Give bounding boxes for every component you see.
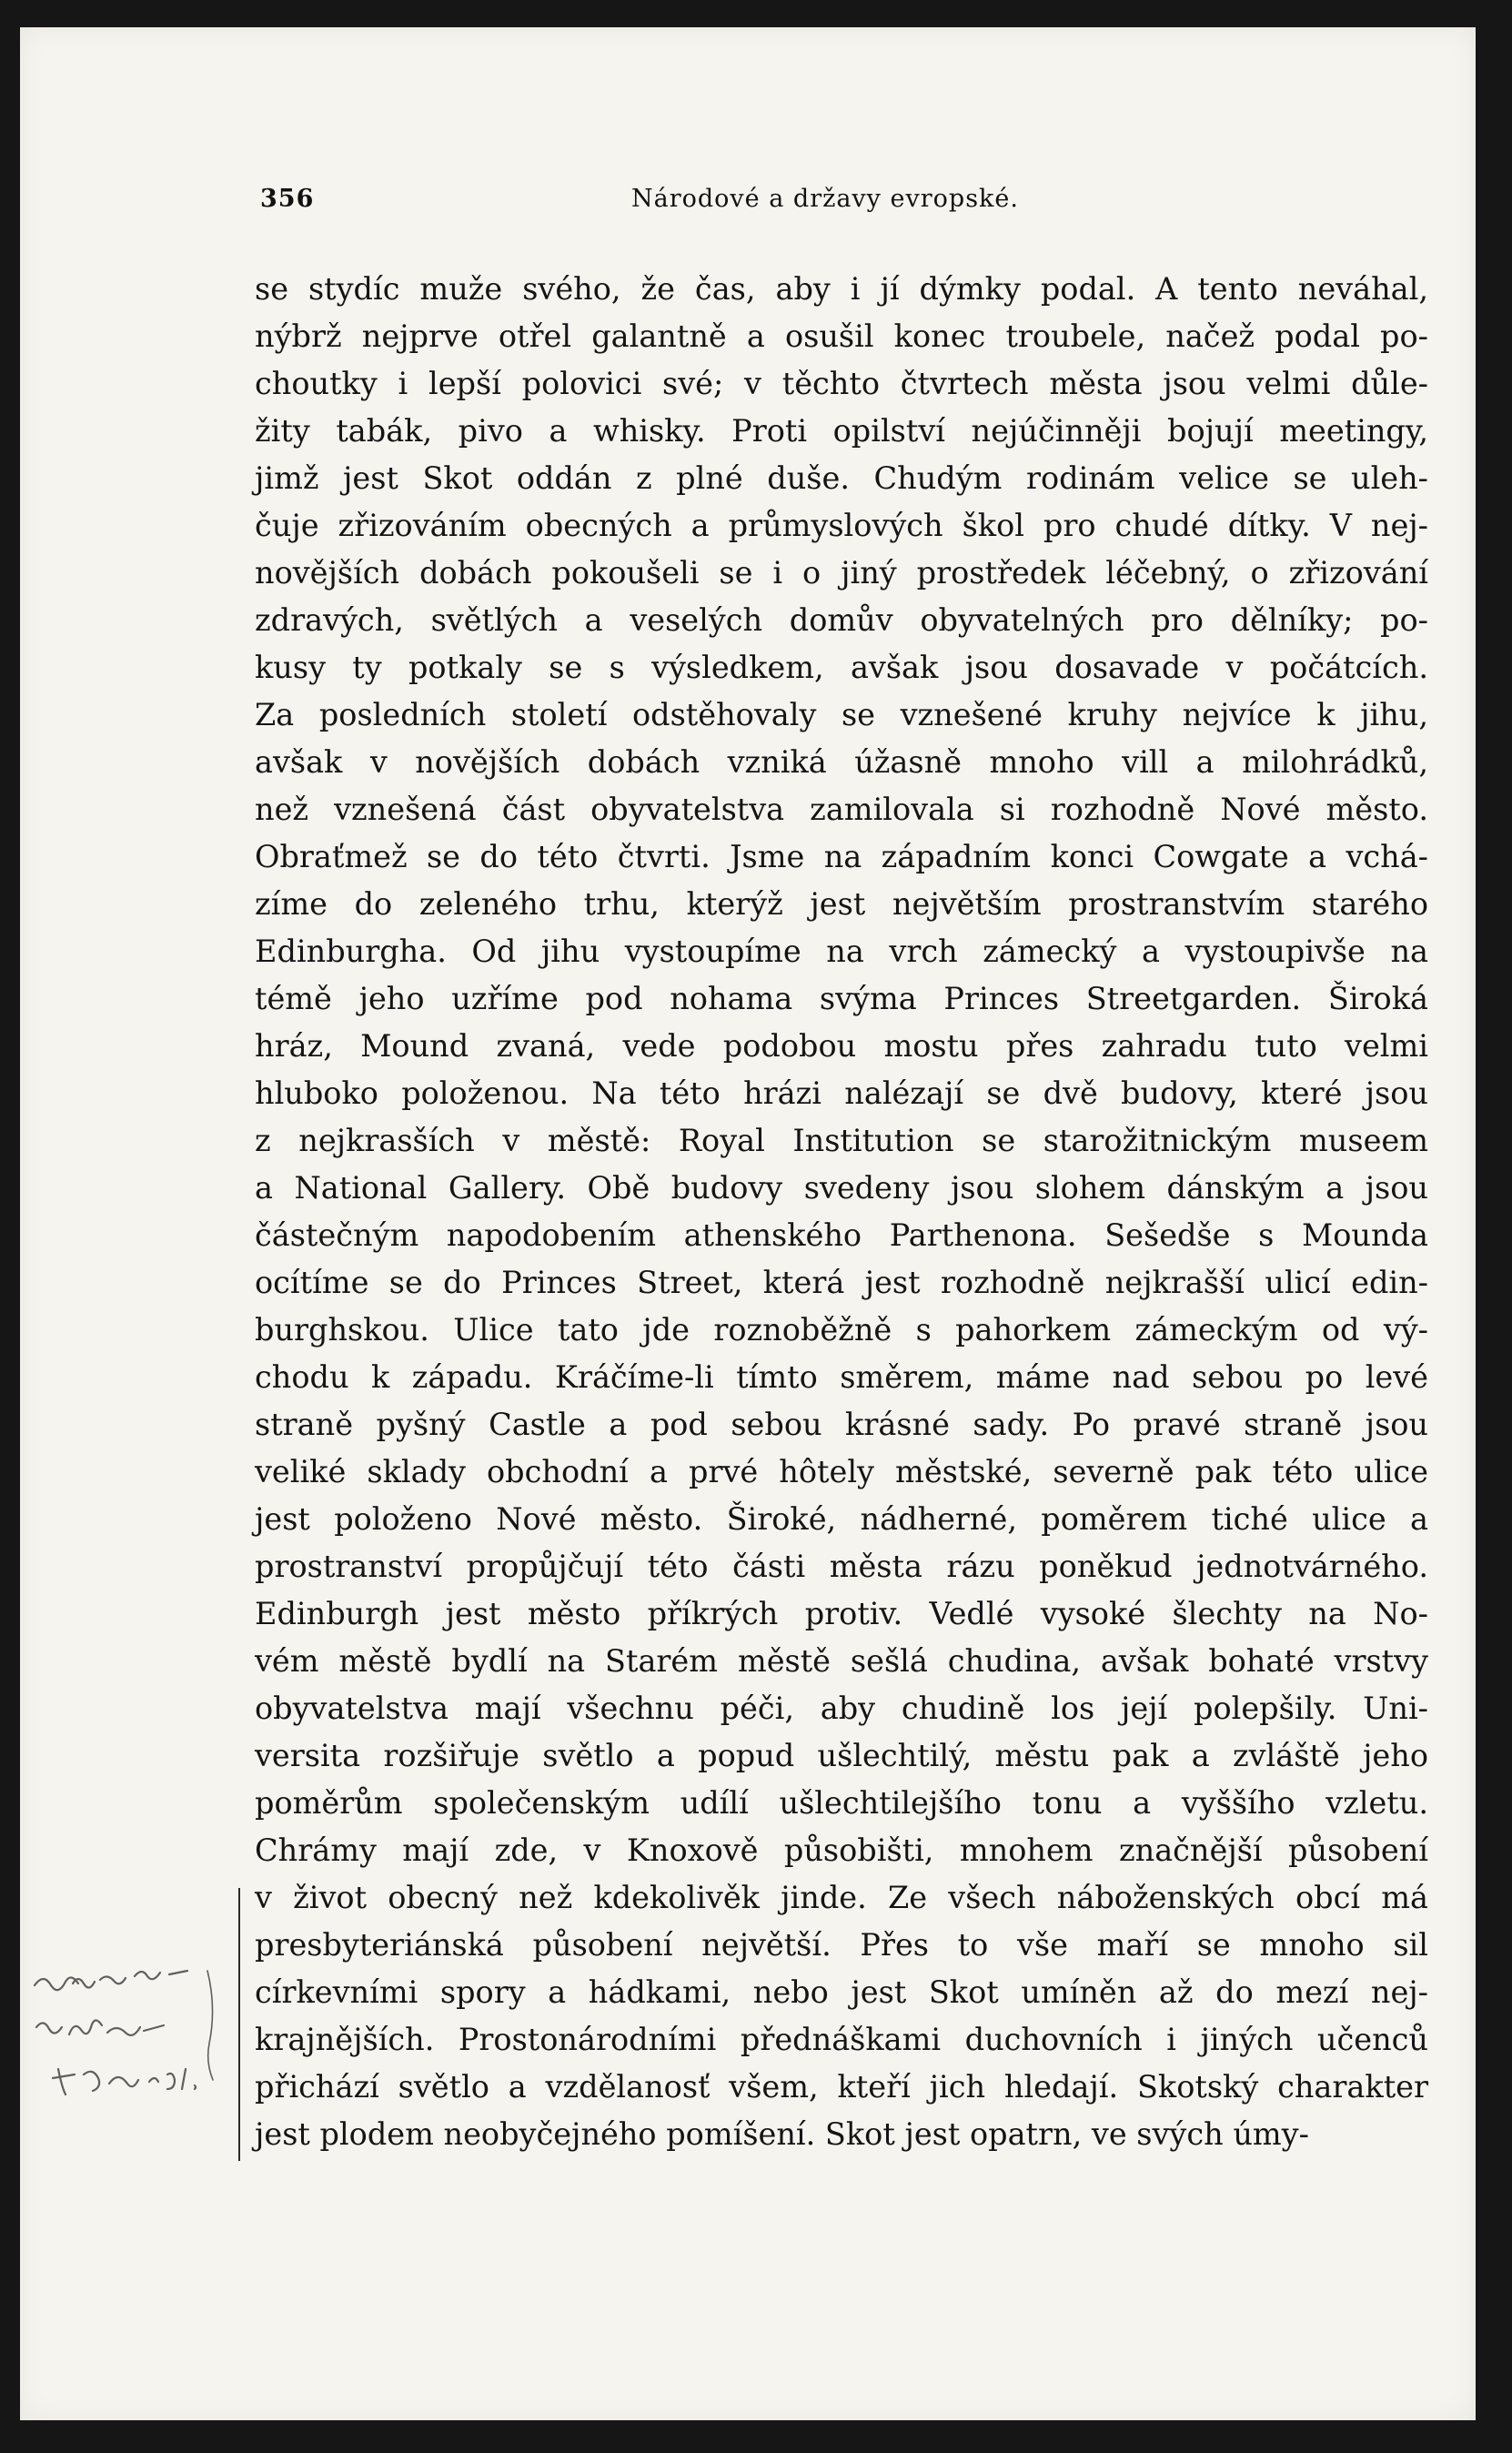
- running-header: [260, 185, 1056, 214]
- text-line: novějších dobách pokoušeli se i o jiný prostředek léčebný, o zřizování: [255, 555, 1428, 591]
- text-line: témě jeho uzříme pod nohama svýma Princes Streetgarden. Široká: [255, 981, 1428, 1016]
- text-line: čuje zřizováním obecných a průmyslových škol pro chudé dítky. V nej-: [255, 508, 1428, 543]
- handwritten-margin-note: [25, 1956, 235, 2193]
- text-line: z nejkrasších v městě: Royal Institution se starožitnickým museem: [255, 1123, 1428, 1158]
- text-line: burghskou. Ulice tato jde roznoběžně s pahorkem zámeckým od vý-: [255, 1312, 1428, 1348]
- text-line: chodu k západu. Kráčíme-li tímto směrem, máme nad sebou po levé: [255, 1359, 1428, 1395]
- text-line: částečným napodobením athenského Parthenona. Sešedše s Mounda: [255, 1217, 1428, 1253]
- page-number: 356: [260, 185, 315, 213]
- text-line: nýbrž nejprve otřel galantně a osušil konec troubele, načež podal po-: [255, 318, 1428, 354]
- handwriting-scribble-icon: [25, 1956, 235, 2193]
- text-line: versita rozšiřuje světlo a popud ušlechtilý, městu pak a zvláště jeho: [255, 1738, 1428, 1773]
- text-line: se stydíc muže svého, že čas, aby i jí dýmky podal. A tento neváhal,: [255, 271, 1428, 307]
- text-line: jest položeno Nové město. Široké, nádherné, poměrem tiché ulice a: [255, 1501, 1428, 1537]
- text-line: choutky i lepší polovici své; v těchto čtvrtech města jsou velmi důle-: [255, 366, 1428, 401]
- text-line: Edinburgh jest město příkrých protiv. Vedlé vysoké šlechty na No-: [255, 1596, 1428, 1631]
- text-line: vém městě bydlí na Starém městě sešlá chudina, avšak bohaté vrstvy: [255, 1643, 1428, 1679]
- text-line: prostranství propůjčují této části města rázu poněkud jednotvárného.: [255, 1549, 1428, 1584]
- text-line: Chrámy mají zde, v Knoxově působišti, mnohem značnější působení: [255, 1832, 1428, 1868]
- text-line: jest plodem neobyčejného pomíšení. Skot jest opatrn, ve svých úmy-: [255, 2116, 1309, 2152]
- text-line: krajnějších. Prostonárodními přednáškami duchovních i jiných učenců: [255, 2022, 1428, 2057]
- text-line: přichází světlo a vzdělanosť všem, kteří jich hledají. Skotský charakter: [255, 2069, 1428, 2105]
- text-line: straně pyšný Castle a pod sebou krásné sady. Po pravé straně jsou: [255, 1407, 1428, 1442]
- text-line: Obraťmež se do této čtvrti. Jsme na západním konci Cowgate a vchá-: [255, 839, 1428, 874]
- text-line: avšak v novějších dobách vzniká úžasně mnoho vill a milohrádků,: [255, 744, 1428, 780]
- text-line: církevními spory a hádkami, nebo jest Skot umíněn až do mezí nej-: [255, 1974, 1428, 2010]
- text-line: Edinburgha. Od jihu vystoupíme na vrch zámecký a vystoupivše na: [255, 934, 1428, 969]
- text-line: presbyteriánská působení největší. Přes to vše maří se mnoho sil: [255, 1927, 1428, 1963]
- text-line: ocítíme se do Princes Street, která jest rozhodně nejkrašší ulicí edin-: [255, 1265, 1428, 1300]
- text-line: zdravých, světlých a veselých domův obyvatelných pro dělníky; po-: [255, 602, 1428, 638]
- text-line: zíme do zeleného trhu, kterýž jest největším prostranstvím starého: [255, 886, 1428, 922]
- text-line: jimž jest Skot oddán z plné duše. Chudým rodinám velice se uleh-: [255, 460, 1428, 496]
- text-line: hráz, Mound zvaná, vede podobou mostu přes zahradu tuto velmi: [255, 1028, 1428, 1064]
- text-line: Za posledních století odstěhovaly se vznešené kruhy nejvíce k jihu,: [255, 697, 1428, 732]
- text-line: veliké sklady obchodní a prvé hôtely městské, severně pak této ulice: [255, 1454, 1428, 1489]
- text-line: a National Gallery. Obě budovy svedeny jsou slohem dánským a jsou: [255, 1170, 1428, 1206]
- text-line: kusy ty potkaly se s výsledkem, avšak jsou dosavade v počátcích.: [255, 650, 1428, 685]
- text-line: žity tabák, pivo a whisky. Proti opilství nejúčinněji bojují meetingy,: [255, 413, 1428, 449]
- text-line: poměrům společenským udílí ušlechtilejšího tonu a vyššího vzletu.: [255, 1785, 1428, 1821]
- text-line: obyvatelstva mají všechnu péči, aby chudině los její polepšily. Uni-: [255, 1691, 1428, 1726]
- margin-bracket-mark: [238, 1888, 255, 2161]
- text-line: hluboko položenou. Na této hrázi nalézají se dvě budovy, které jsou: [255, 1075, 1428, 1111]
- running-title: Národové a državy evropské.: [631, 185, 1019, 213]
- text-line: v život obecný než kdekolivěk jinde. Ze všech náboženských obcí má: [255, 1880, 1428, 1915]
- text-line: než vznešená část obyvatelstva zamilovala si rozhodně Nové město.: [255, 792, 1428, 827]
- body-text: [255, 266, 1428, 2158]
